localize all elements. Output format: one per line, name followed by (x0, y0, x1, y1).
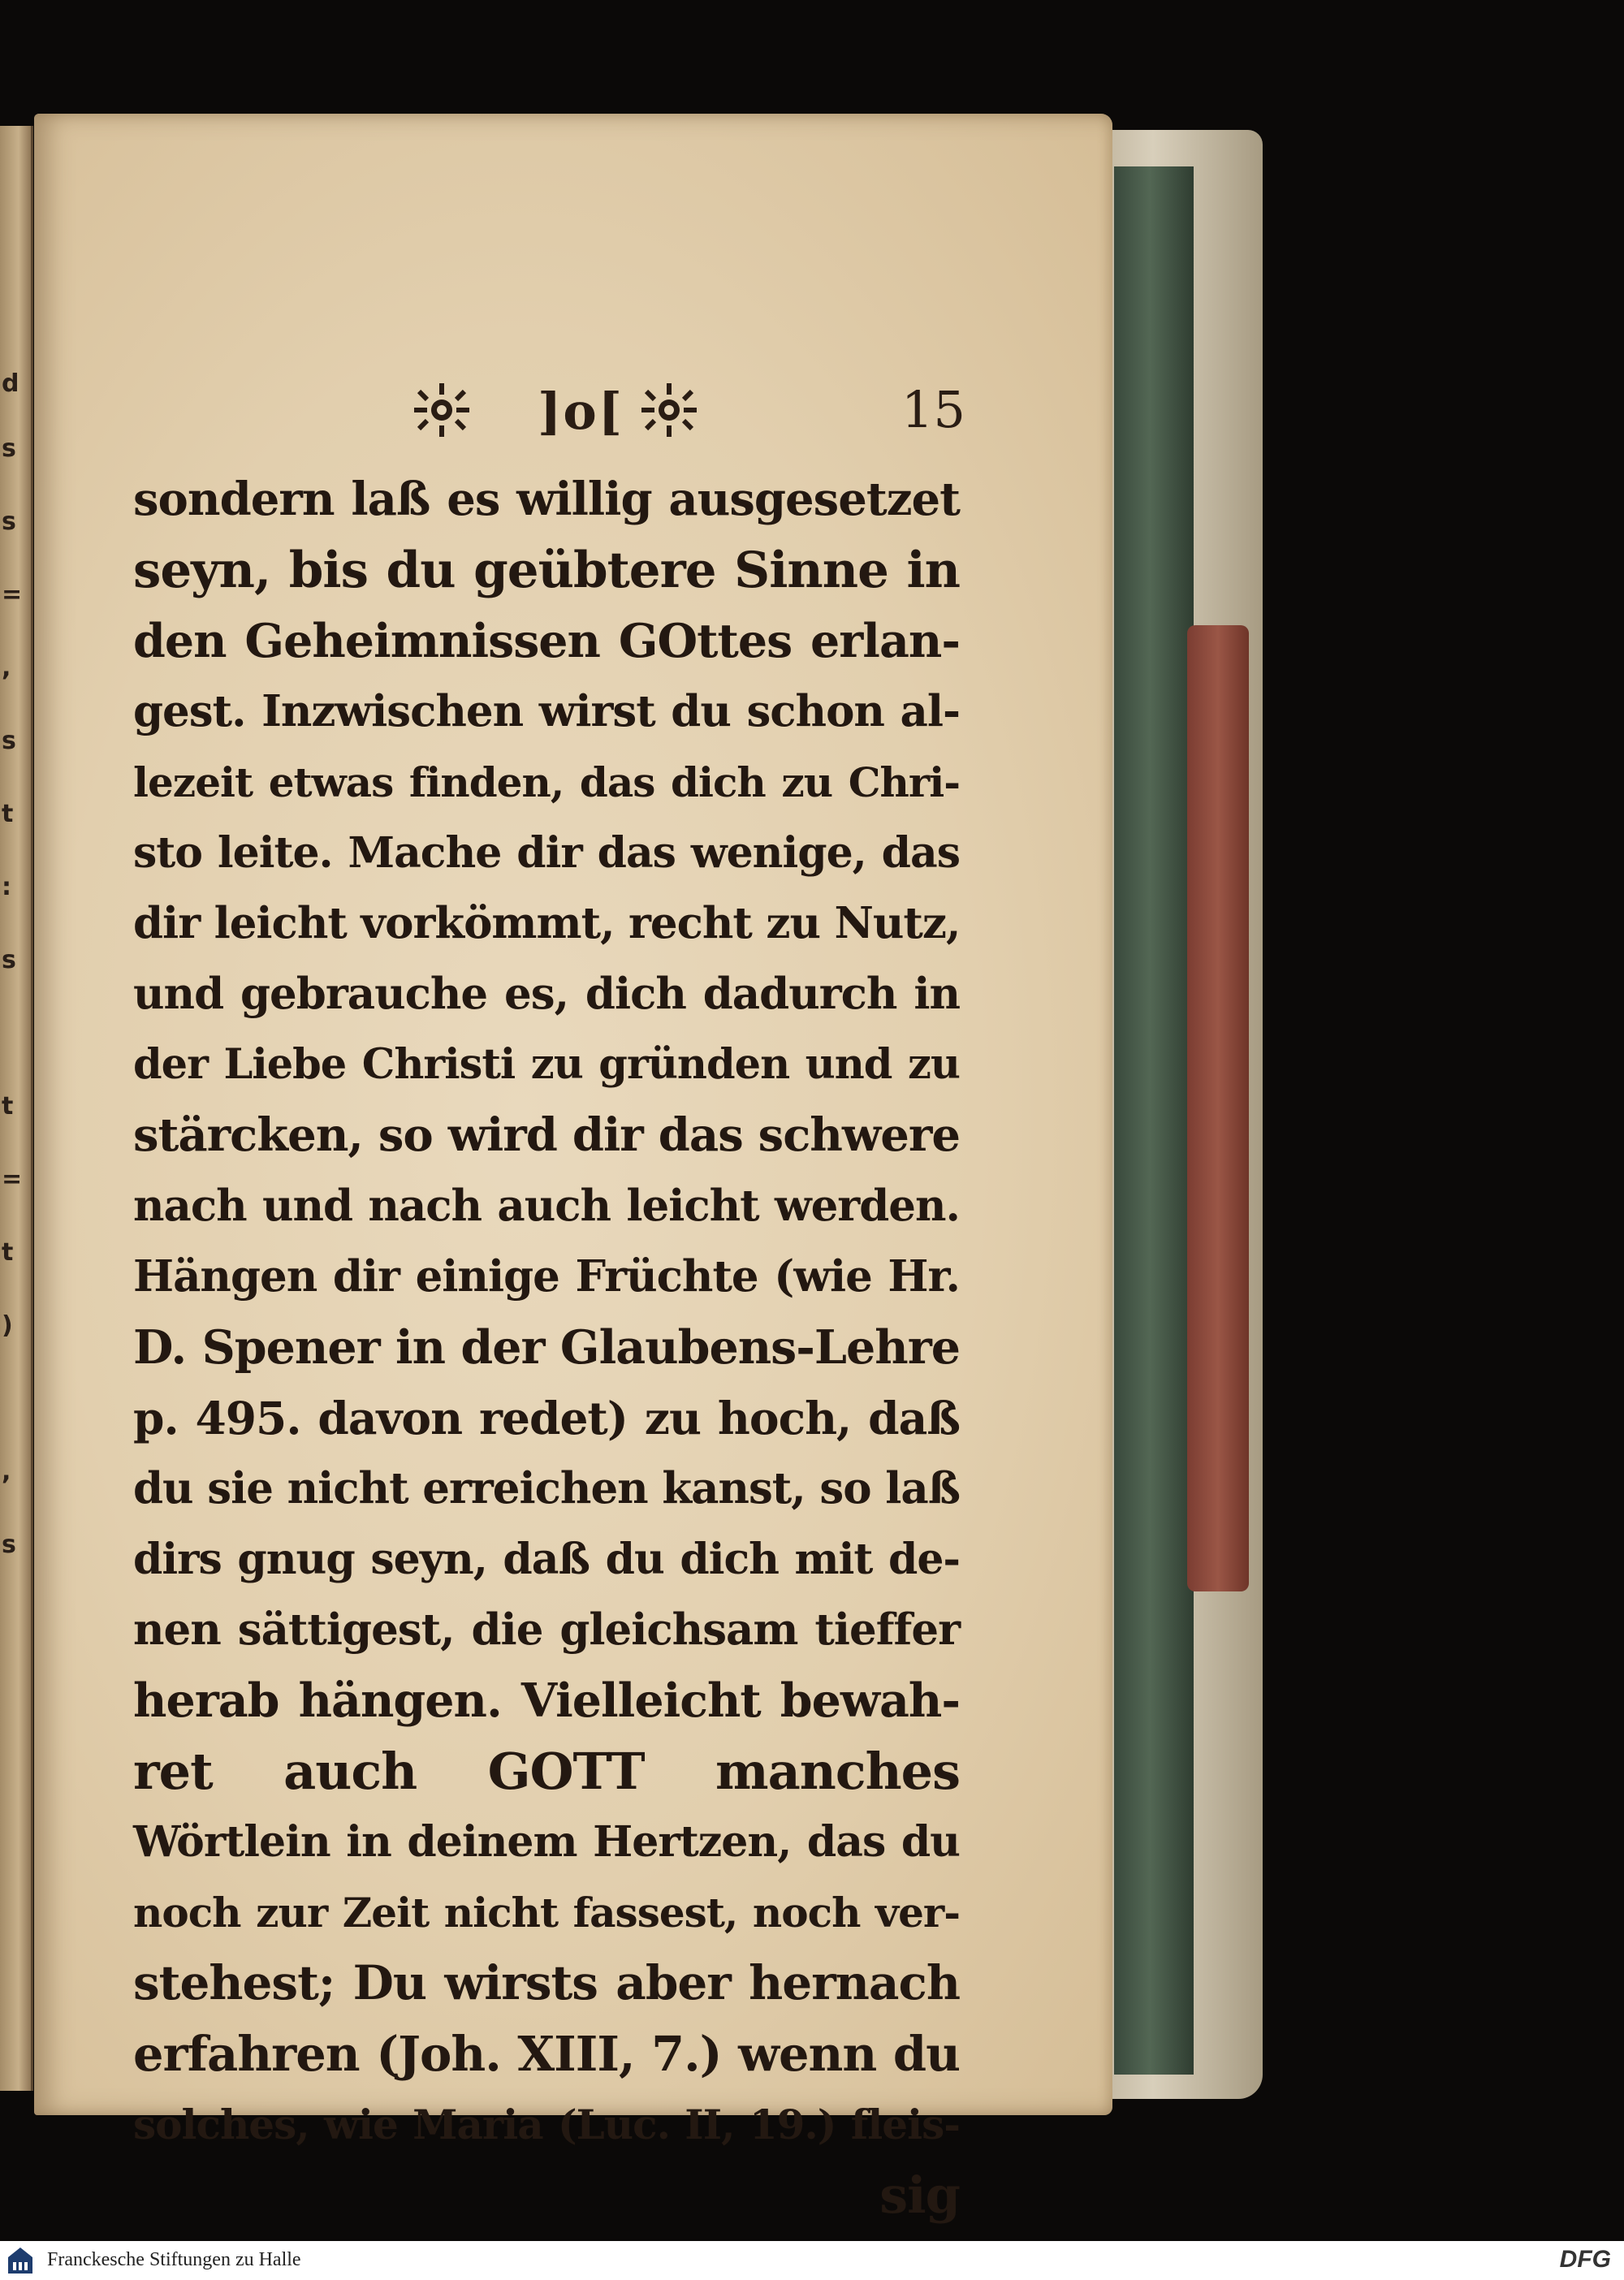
page-block-stain (1187, 625, 1249, 1591)
previous-page-fragment: , (2, 654, 11, 682)
ornament-right-icon (637, 382, 702, 438)
previous-page-fragment: s (2, 727, 16, 755)
page-block-edge (1114, 166, 1194, 2075)
previous-page-fragment: : (2, 873, 11, 901)
page-number: 15 (901, 380, 965, 439)
text-line: ret auch GOTT manches (133, 1742, 960, 1801)
text-line: p. 495. davon redet) zu hoch, daß (133, 1392, 960, 1444)
text-line: nach und nach auch leicht werden. (133, 1181, 960, 1231)
text-line: Hängen dir einige Früchte (wie Hr. (133, 1251, 960, 1302)
previous-page-fragment: d (2, 369, 19, 398)
text-line: du sie nicht erreichen kanst, so laß (133, 1463, 960, 1514)
footer-bar (0, 2241, 1624, 2280)
text-line: lezeit etwas finden, das dich zu Chri- (133, 758, 960, 806)
previous-page-fragment: t (2, 800, 14, 828)
header-bracket: ]o[ (538, 382, 624, 441)
previous-page-fragment: t (2, 1238, 14, 1267)
previous-page-fragment: s (2, 946, 16, 974)
body-text (133, 464, 960, 2230)
text-line: sondern laß es willig ausgesetzet (133, 473, 960, 526)
catchword: sig (879, 2166, 960, 2225)
text-line: stehest; Du wirsts aber hernach (133, 1955, 960, 2010)
text-line: D. Spener in der Glaubens-Lehre (133, 1320, 960, 1375)
previous-page-fragment: = (2, 581, 23, 609)
text-line: dirs gnug seyn, daß du dich mit de- (133, 1535, 960, 1584)
previous-page-fragment: ) (2, 1311, 13, 1340)
previous-page-fragment: = (2, 1165, 23, 1194)
previous-page-fragment: s (2, 434, 16, 463)
previous-page-fragment: , (2, 1457, 11, 1486)
text-line: solches, wie Maria (Luc. II, 19.) fleis- (133, 2101, 960, 2148)
text-line: und gebrauche es, dich dadurch in (133, 969, 960, 1019)
text-line: den Geheimnissen GOttes erlan- (133, 614, 960, 668)
institution-logo-icon (6, 2246, 34, 2275)
previous-page-edge (0, 126, 33, 2091)
text-line: gest. Inzwischen wirst du schon al- (133, 686, 960, 736)
text-line: dir leicht vorkömmt, recht zu Nutz, (133, 898, 961, 948)
previous-page-fragment: t (2, 1092, 14, 1121)
text-line: der Liebe Christi zu gründen und zu (133, 1040, 960, 1089)
previous-page-fragment: s (2, 507, 16, 536)
ornament-left-icon (409, 382, 474, 438)
text-line: Wörtlein in deinem Hertzen, das du (133, 1817, 960, 1867)
dfg-logo: DFG (1559, 2246, 1611, 2273)
text-line: erfahren (Joh. XIII, 7.) wenn du (133, 2026, 960, 2082)
text-line: stärcken, so wird dir das schwere (133, 1108, 960, 1162)
previous-page-fragment: s (2, 1531, 16, 1559)
institution-name: Franckesche Stiftungen zu Halle (47, 2249, 301, 2270)
text-line: nen sättigest, die gleichsam tieffer (133, 1604, 960, 1655)
text-line: sto leite. Mache dir das wenige, das (133, 828, 960, 878)
text-line: noch zur Zeit nicht fassest, noch ver- (133, 1889, 960, 1937)
book-page (34, 114, 1112, 2225)
text-line: herab hängen. Vielleicht bewah- (133, 1673, 960, 1728)
text-line: seyn, bis du geübtere Sinne in (133, 542, 960, 599)
